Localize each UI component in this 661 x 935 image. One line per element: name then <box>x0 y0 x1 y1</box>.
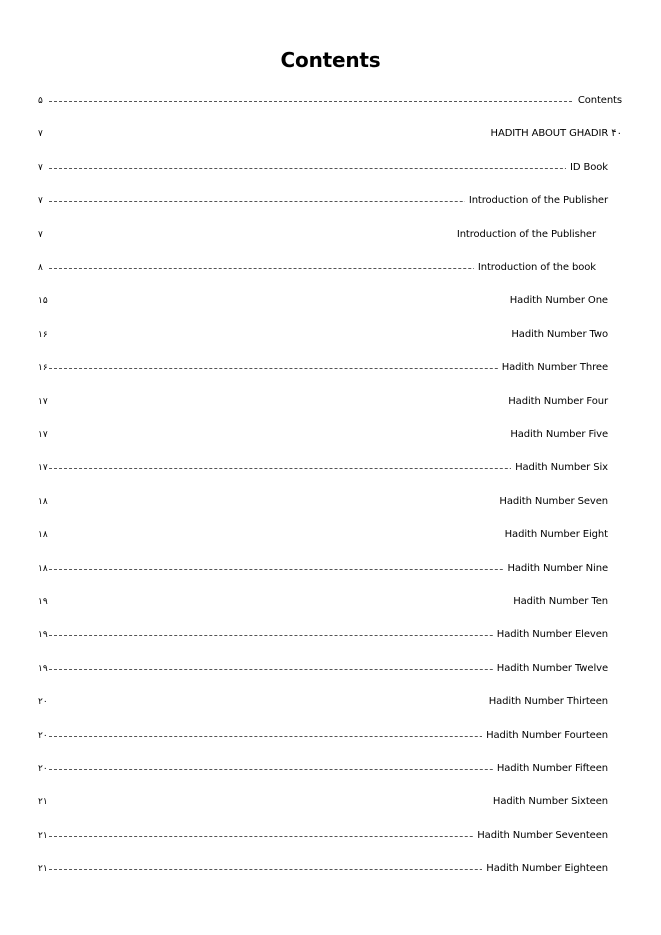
toc-page-number: ۲۰ <box>38 697 48 708</box>
toc-entry-label: Hadith Number Eighteen <box>482 861 608 877</box>
toc-entry[interactable] <box>0 260 661 276</box>
toc-page-number: ۱۸ <box>38 530 48 541</box>
toc-page-number: ۱۸ <box>38 496 48 507</box>
toc-entry[interactable] <box>0 694 661 710</box>
toc-page-number: ۱۹ <box>38 597 48 607</box>
toc-entry[interactable] <box>0 794 661 810</box>
toc-entry[interactable] <box>0 293 661 309</box>
toc-entry[interactable] <box>0 594 661 610</box>
toc-entry-label: ID Book <box>566 160 608 176</box>
toc-page-number: ۵ <box>38 96 43 106</box>
toc-entry-label: Hadith Number Seventeen <box>473 828 608 844</box>
toc-entry-label: HADITH ABOUT GHADIR ۴۰ <box>487 126 622 142</box>
toc-page-number: ۱۶ <box>38 363 48 374</box>
toc-entry[interactable] <box>0 227 661 243</box>
toc-entry[interactable] <box>0 661 661 677</box>
toc-page-number: ۲۱ <box>38 797 48 808</box>
toc-entry[interactable] <box>0 427 661 443</box>
toc-page-number: ۲۱ <box>38 830 48 841</box>
toc-entry[interactable] <box>0 527 661 543</box>
toc-entry[interactable] <box>0 394 661 410</box>
toc-entry[interactable] <box>0 627 661 643</box>
toc-page-number: ۲۱ <box>38 864 48 875</box>
toc-entry-label: Hadith Number Fifteen <box>493 761 608 777</box>
toc-entry-label: Hadith Number Twelve <box>493 661 608 677</box>
toc-entry[interactable] <box>0 126 661 142</box>
toc-entry-label: Hadith Number Three <box>498 360 608 376</box>
toc-page-number: ۱۶ <box>38 329 48 340</box>
toc-page-number: ۷ <box>38 229 43 240</box>
toc-page-number: ۱۸ <box>38 563 48 574</box>
toc-page-number: ۷ <box>38 196 43 207</box>
toc-entry-label: Hadith Number Four <box>504 394 608 410</box>
toc-entry-label: Hadith Number Seven <box>495 494 608 510</box>
page-title: Contents <box>280 48 381 72</box>
toc-entry-label: Introduction of the Publisher <box>453 227 596 243</box>
toc-entry-label: Hadith Number Nine <box>503 561 608 577</box>
toc-entry[interactable] <box>0 828 661 844</box>
toc-page-number: ۲۰ <box>38 764 48 774</box>
toc-page-number: ۱۷ <box>38 396 48 407</box>
toc-page-number: ۸ <box>38 263 43 273</box>
toc-entry-label: Introduction of the book <box>474 260 596 276</box>
toc-dot-leader <box>49 168 608 169</box>
toc-entry[interactable] <box>0 327 661 343</box>
toc-page-number: ۷ <box>38 129 43 140</box>
toc-entry-label: Hadith Number One <box>506 293 608 309</box>
toc-entry[interactable] <box>0 193 661 209</box>
toc-page-number: ۷ <box>38 162 43 173</box>
toc-entry-label: Hadith Number Sixteen <box>489 794 608 810</box>
toc-dot-leader <box>49 101 622 102</box>
toc-entry[interactable] <box>0 160 661 176</box>
toc-entry[interactable] <box>0 460 661 476</box>
toc-entry[interactable] <box>0 761 661 777</box>
toc-entry[interactable] <box>0 561 661 577</box>
toc-entry-label: Introduction of the Publisher <box>465 193 608 209</box>
toc-page-number: ۱۷ <box>38 430 48 440</box>
toc-entry-label: Hadith Number Ten <box>509 594 608 610</box>
toc-page-number: ۱۹ <box>38 630 48 641</box>
toc-entry-label: Hadith Number Eleven <box>493 627 608 643</box>
toc-entry-label: Hadith Number Thirteen <box>485 694 608 710</box>
toc-entry-label: Hadith Number Six <box>511 460 608 476</box>
toc-entry-label: Hadith Number Eight <box>501 527 608 543</box>
toc-page-number: ۱۷ <box>38 463 48 474</box>
toc-entry[interactable] <box>0 360 661 376</box>
toc-page-number: ۱۹ <box>38 663 48 674</box>
toc-entry-label: Hadith Number Five <box>506 427 608 443</box>
toc-entry[interactable] <box>0 861 661 877</box>
toc-page-number: ۲۰ <box>38 730 48 741</box>
toc-entry[interactable] <box>0 494 661 510</box>
toc-entry[interactable] <box>0 728 661 744</box>
toc-entry-label: Hadith Number Fourteen <box>482 728 608 744</box>
toc-entry-label: Contents <box>574 93 622 109</box>
toc-entry-label: Hadith Number Two <box>507 327 608 343</box>
toc-page-number: ۱۵ <box>38 296 48 307</box>
toc-entry[interactable] <box>0 93 661 109</box>
